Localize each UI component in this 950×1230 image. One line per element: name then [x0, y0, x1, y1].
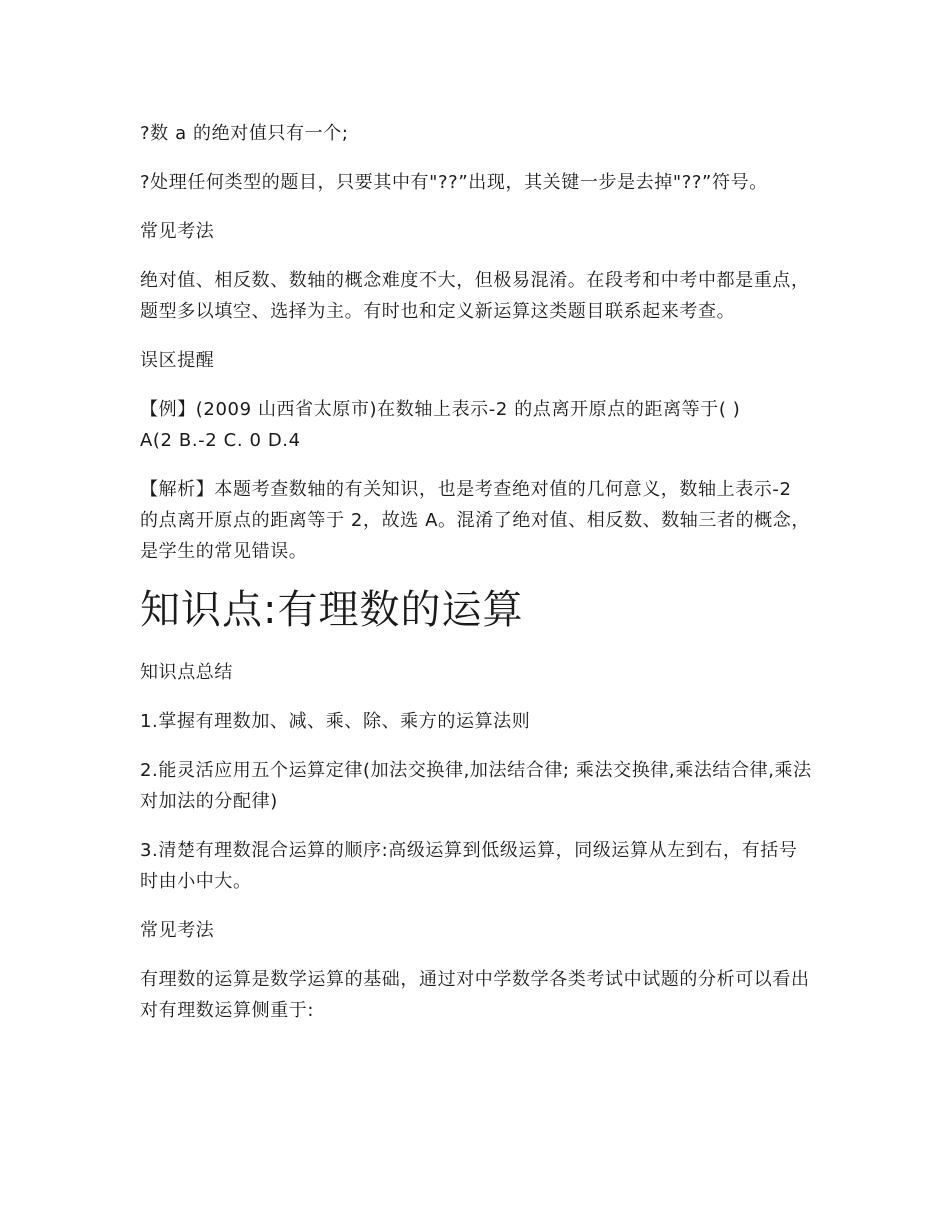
summary-item-1: 1.掌握有理数加、减、乘、除、乘方的运算法则 — [140, 711, 531, 732]
document-page — [140, 118, 812, 1044]
label-common-methods: 常见考法 — [140, 221, 215, 242]
label-knowledge-summary: 知识点总结 — [140, 662, 233, 683]
example-analysis: 【解析】本题考查数轴的有关知识，也是考查绝对值的几何意义，数轴上表示-2 的点离开原点的距离等于 2，故选 A。混淆了绝对值、相反数、数轴三者的概念，是学生的常见错误。 — [140, 479, 811, 562]
label-common-methods-2: 常见考法 — [140, 920, 215, 941]
paragraph-concepts: 绝对值、相反数、数轴的概念难度不大，但极易混淆。在段考和中考中都是重点，题型多以填空、选择为主。有时也和定义新运算这类题目联系起来考查。 — [140, 270, 810, 322]
section-heading: 知识点:有理数的运算 — [140, 587, 524, 633]
summary-item-3: 3.清楚有理数混合运算的顺序:高级运算到低级运算，同级运算从左到右，有括号时由小中大。 — [140, 840, 798, 892]
label-mistake-reminder: 误区提醒 — [140, 350, 215, 371]
example-question-options: A(2 B.-2 C. 0 D.4 — [140, 430, 301, 451]
example-question — [140, 394, 812, 456]
summary-item-2: 2.能灵活应用五个运算定律(加法交换律,加法结合律; 乘法交换律,乘法结合律,乘法对加法的分配律) — [140, 760, 812, 812]
example-question-stem: 【例】(2009 山西省太原市)在数轴上表示-2 的点离开原点的距离等于( ) — [140, 399, 741, 420]
paragraph-remove-symbol: ?处理任何类型的题目，只要其中有"??”出现，其关键一步是去掉"??”符号。 — [140, 172, 768, 193]
paragraph-abs-unique: ?数 a 的绝对值只有一个; — [140, 123, 349, 144]
paragraph-operations: 有理数的运算是数学运算的基础，通过对中学数学各类考试中试题的分析可以看出对有理数运算侧重于: — [140, 969, 810, 1021]
